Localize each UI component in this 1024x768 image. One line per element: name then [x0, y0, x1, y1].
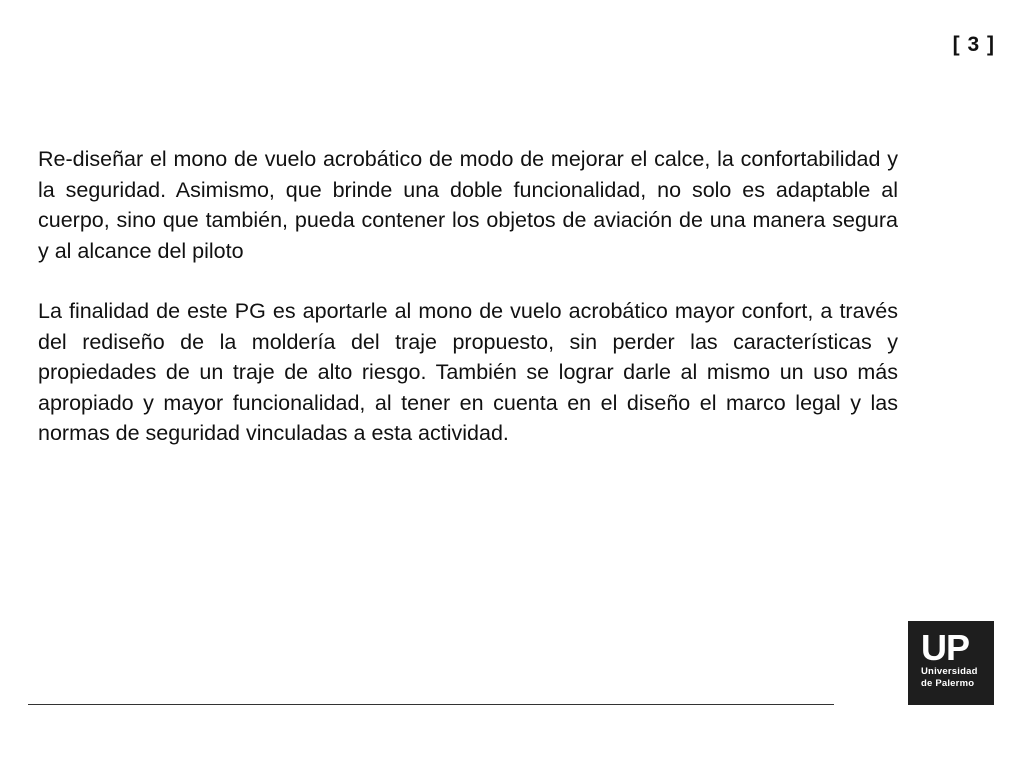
slide-body [38, 144, 898, 479]
logo-mark: UP [921, 627, 970, 668]
footer-divider [28, 704, 834, 705]
page-number: [ 3 ] [952, 33, 995, 56]
university-logo [908, 621, 994, 705]
paragraph-objective: Re-diseñar el mono de vuelo acrobático de modo de mejorar el calce, la confortabilidad y la seguridad. Asimismo, que brinde una doble funcionalidad, no solo es adaptable al cuerpo, sino que también, pueda contener los objetos de aviación de una manera segura y al alcance del piloto [38, 147, 898, 263]
paragraph-purpose: La finalidad de este PG es aportarle al mono de vuelo acrobático mayor confort, a través del rediseño de la moldería del traje propuesto, sin perder las características y propiedades de un traje de alto riesgo. También se lograr darle al mismo un uso más apropiado y mayor funcionalidad, al tener en cuenta en el diseño el marco legal y las normas de seguridad vinculadas a esta actividad. [38, 299, 898, 445]
logo-line-1: Universidad [921, 666, 978, 677]
logo-line-2: de Palermo [921, 678, 975, 689]
